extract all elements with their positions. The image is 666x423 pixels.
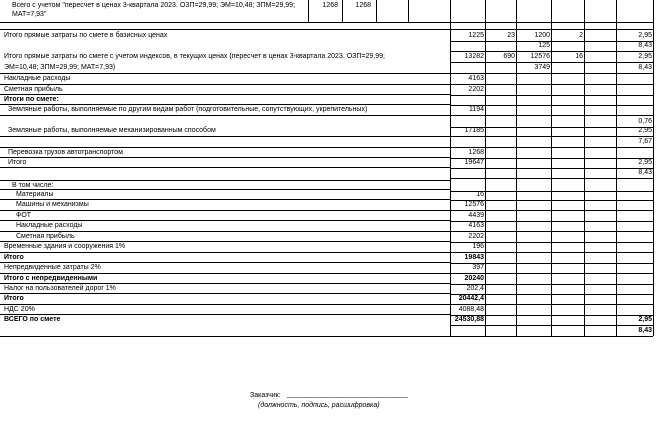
row-value-c1: 20442,4 bbox=[458, 295, 484, 302]
row-value-c3: 125 bbox=[538, 42, 550, 49]
row-value-c1: 1225 bbox=[468, 32, 484, 39]
row-value-c1: 202,4 bbox=[466, 285, 484, 292]
row-label: Земляные работы, выполняемые по другим видам работ (подготовительные, сопутствующих, укрепительных) bbox=[8, 106, 368, 113]
row-label: Непредвиденные затраты 2% bbox=[4, 264, 101, 271]
row-label: В том числе: bbox=[12, 182, 54, 189]
row-label: Машины и механизмы bbox=[16, 201, 89, 208]
customer-signature-hint: (должность, подпись, расшифровка) bbox=[258, 402, 380, 409]
row-value-c7: 8,43 bbox=[638, 64, 652, 71]
row-value-c2: 23 bbox=[507, 32, 515, 39]
row-value-c1: 397 bbox=[472, 264, 484, 271]
row-value-c1: 4088,48 bbox=[458, 306, 484, 313]
row-value-c1: 4163 bbox=[468, 75, 484, 82]
row-label: Итоги по смете: bbox=[4, 96, 59, 103]
row-value-c1: 19647 bbox=[464, 159, 484, 166]
row-label: Итого с непредвиденными bbox=[4, 275, 98, 282]
row-value-c1: 13282 bbox=[464, 53, 484, 60]
row-label: Налог на пользователей дорог 1% bbox=[4, 285, 116, 292]
row-value-c7: 2,95 bbox=[638, 53, 652, 60]
row-value-c1: 1268 bbox=[468, 149, 484, 156]
row-label: Итого bbox=[4, 295, 24, 302]
row-value-c1: 20240 bbox=[464, 275, 484, 282]
row-value-c1: 16 bbox=[476, 191, 484, 198]
row-value-c1: 2202 bbox=[468, 86, 484, 93]
row-label: Сметная прибыль bbox=[16, 233, 75, 240]
row-label: Накладные расходы bbox=[16, 222, 83, 229]
row-label: Итого bbox=[4, 254, 24, 261]
row-label: Сметная прибыль bbox=[4, 86, 63, 93]
row-label: Материалы bbox=[16, 191, 54, 198]
row-value-c3: 1200 bbox=[534, 32, 550, 39]
row-value-c4: 16 bbox=[575, 53, 583, 60]
top-row-text: Всего с учетом "пересчет в ценах 3-квартала 2023. ОЗП=29,99; ЭМ=10,48; ЗПМ=29,99; МАТ=7,93" bbox=[12, 2, 296, 18]
row-label: НДС 20% bbox=[4, 306, 35, 313]
top-row-value-2: 1268 bbox=[355, 2, 371, 9]
row-value-c7: 8,43 bbox=[638, 169, 652, 176]
top-row-value-1: 1268 bbox=[322, 2, 338, 9]
row-label: ФОТ bbox=[16, 212, 32, 219]
row-value-c7: 2,95 bbox=[638, 32, 652, 39]
row-value-c7: 7,67 bbox=[638, 138, 652, 145]
row-value-c2: 690 bbox=[503, 53, 515, 60]
row-value-c1: 17185 bbox=[464, 127, 484, 134]
row-label: Накладные расходы bbox=[4, 75, 71, 82]
row-label: ЭМ=10,48; ЗПМ=29,99; МАТ=7,93) bbox=[4, 64, 116, 71]
row-value-c3: 3749 bbox=[534, 64, 550, 71]
row-value-c3: 12576 bbox=[530, 53, 550, 60]
row-value-c1: 12576 bbox=[464, 201, 484, 208]
row-value-c7: 2,95 bbox=[638, 159, 652, 166]
row-value-c1: 4439 bbox=[468, 212, 484, 219]
row-value-c7: 8,43 bbox=[638, 42, 652, 49]
row-label: Временные здания и сооружения 1% bbox=[4, 243, 126, 250]
customer-signature-line: _______________________________ bbox=[287, 391, 408, 398]
row-label: Перевозка грузов автотранспортом bbox=[8, 149, 123, 156]
row-value-c1: 1194 bbox=[468, 106, 484, 113]
row-value-c1: 24530,88 bbox=[454, 316, 484, 323]
row-value-c1: 196 bbox=[472, 243, 484, 250]
customer-label: Заказчик: bbox=[250, 392, 281, 399]
row-value-c7: 0,76 bbox=[638, 118, 652, 125]
row-value-c7: 2,95 bbox=[638, 316, 652, 323]
row-label: Итого bbox=[8, 159, 27, 166]
row-value-c7: 8,43 bbox=[638, 327, 652, 334]
row-value-c1: 2202 bbox=[468, 233, 484, 240]
row-label: Итого прямые затраты по смете с учетом индексов, в текущих ценах (пересчет в ценах 3-квартала 2023. ОЗП=29,99; bbox=[4, 53, 385, 60]
row-label: Земляные работы, выполняемые механизированным способом bbox=[8, 127, 216, 134]
row-value-c4: 2 bbox=[579, 32, 583, 39]
row-value-c7: 2,95 bbox=[638, 127, 652, 134]
row-value-c1: 19843 bbox=[464, 254, 484, 261]
row-value-c1: 4163 bbox=[468, 222, 484, 229]
row-label: ВСЕГО по смете bbox=[4, 316, 61, 323]
row-label: Итого прямые затраты по смете в базисных ценах bbox=[4, 32, 168, 39]
